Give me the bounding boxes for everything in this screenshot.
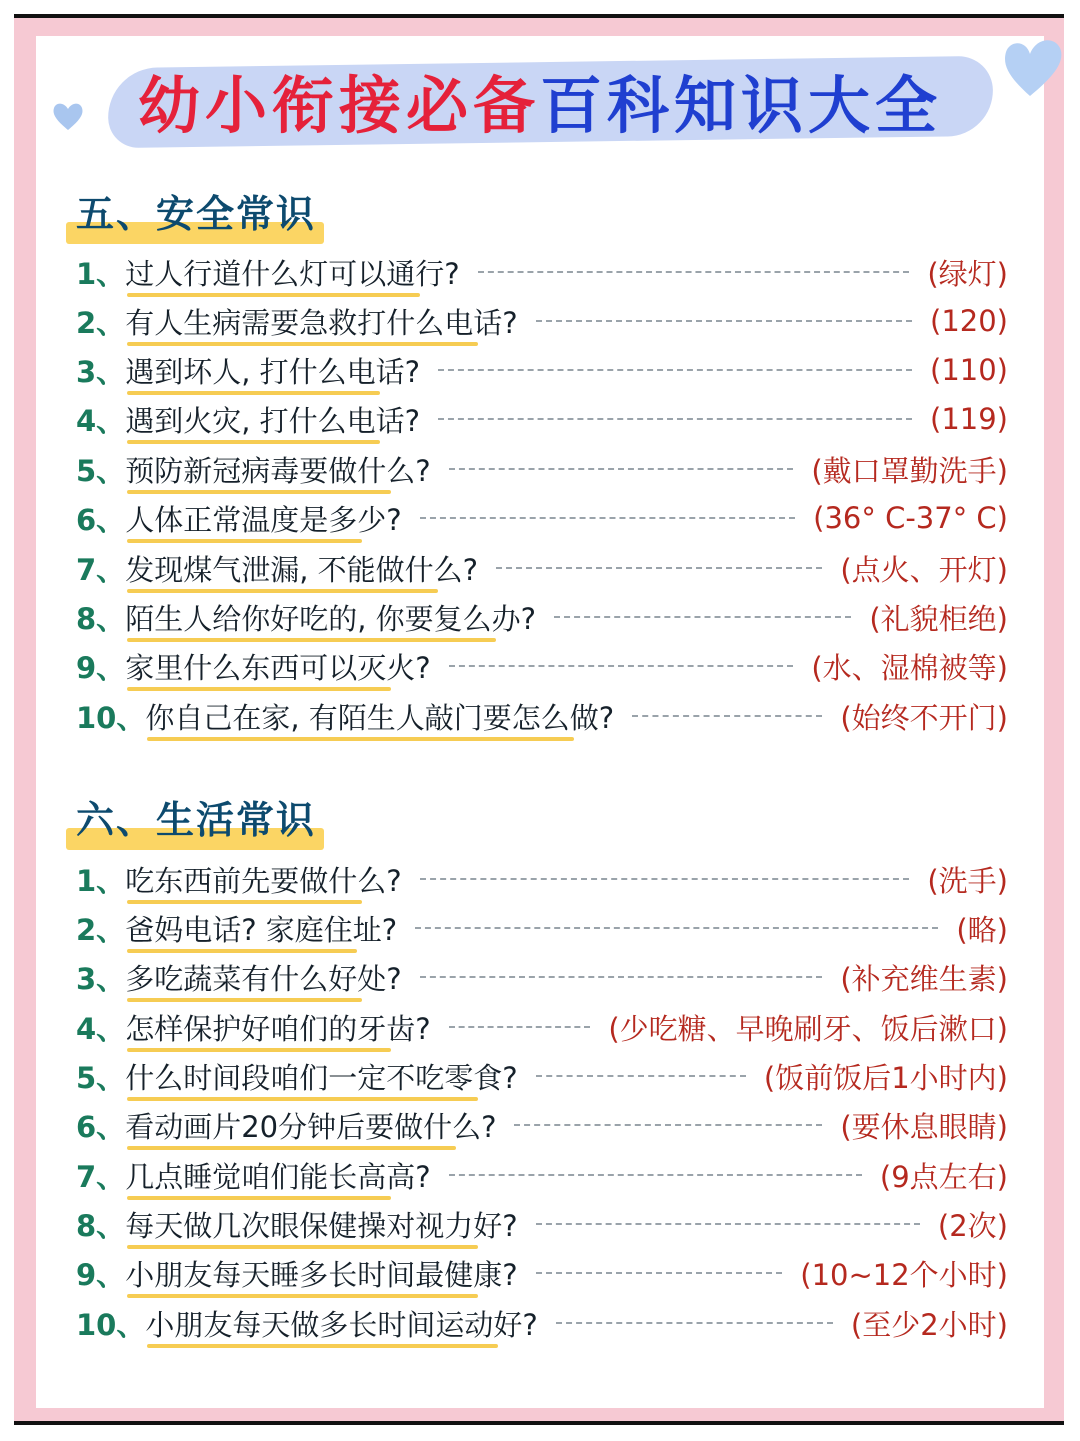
item-number: 9、 bbox=[76, 650, 126, 685]
leader-dots bbox=[536, 1075, 746, 1077]
item-question: 人体正常温度是多少? bbox=[125, 498, 401, 539]
item-number: 8、 bbox=[76, 1208, 126, 1243]
item-answer: (饭前饭后1小时内) bbox=[763, 1060, 1008, 1095]
list-item bbox=[76, 954, 1008, 1000]
item-number: 1、 bbox=[76, 256, 126, 291]
bottom-border-line bbox=[14, 1421, 1064, 1425]
item-number: 5、 bbox=[76, 453, 126, 488]
item-question: 有人生病需要急救打什么电话? bbox=[125, 301, 517, 342]
leader-dots bbox=[449, 468, 794, 470]
list-item bbox=[76, 396, 1008, 442]
item-number: 6、 bbox=[76, 502, 126, 537]
leader-dots bbox=[438, 369, 912, 371]
item-answer: (补充维生素) bbox=[840, 961, 1008, 996]
item-number: 7、 bbox=[76, 552, 126, 587]
list-item bbox=[76, 905, 1008, 951]
leader-dots bbox=[415, 927, 938, 929]
item-number: 2、 bbox=[76, 305, 126, 340]
leader-dots bbox=[449, 1174, 862, 1176]
section-title: 六、生活常识 bbox=[76, 798, 317, 842]
list-item bbox=[76, 1201, 1008, 1247]
item-question: 看动画片20分钟后要做什么? bbox=[125, 1105, 496, 1146]
list-item bbox=[76, 545, 1008, 591]
item-question: 你自己在家, 有陌生人敲门要怎么做? bbox=[145, 696, 614, 737]
item-answer: (绿灯) bbox=[927, 256, 1008, 291]
list-item bbox=[76, 446, 1008, 492]
item-question: 遇到坏人, 打什么电话? bbox=[125, 350, 420, 391]
item-answer: (少吃糖、早晚刷牙、饭后漱口) bbox=[608, 1011, 1008, 1046]
list-item bbox=[76, 643, 1008, 689]
list-item bbox=[76, 1300, 1008, 1346]
list-item bbox=[76, 1102, 1008, 1148]
list-item bbox=[76, 298, 1008, 344]
item-answer: (至少2小时) bbox=[850, 1307, 1008, 1342]
item-number: 7、 bbox=[76, 1159, 126, 1194]
item-question: 什么时间段咱们一定不吃零食? bbox=[125, 1056, 517, 1097]
leader-dots bbox=[496, 567, 822, 569]
item-answer: (10~12个小时) bbox=[800, 1257, 1008, 1292]
leader-dots bbox=[420, 517, 796, 519]
item-question: 遇到火灾, 打什么电话? bbox=[125, 399, 420, 440]
leader-dots bbox=[536, 320, 912, 322]
leader-dots bbox=[478, 271, 910, 273]
item-answer: (110) bbox=[930, 353, 1008, 387]
item-question: 小朋友每天做多长时间运动好? bbox=[145, 1303, 537, 1344]
page-title bbox=[0, 66, 1080, 146]
list-item bbox=[76, 347, 1008, 393]
item-answer: (礼貌柜绝) bbox=[869, 601, 1008, 636]
item-number: 6、 bbox=[76, 1109, 126, 1144]
leader-dots bbox=[536, 1272, 783, 1274]
item-question: 爸妈电话? 家庭住址? bbox=[125, 908, 397, 949]
item-answer: (戴口罩勤洗手) bbox=[811, 453, 1008, 488]
item-question: 家里什么东西可以灭火? bbox=[125, 646, 430, 687]
item-number: 4、 bbox=[76, 403, 126, 438]
item-question: 过人行道什么灯可以通行? bbox=[125, 252, 459, 293]
item-number: 1、 bbox=[76, 863, 126, 898]
leader-dots bbox=[632, 715, 822, 717]
item-question: 怎样保护好咱们的牙齿? bbox=[125, 1007, 430, 1048]
item-number: 10、 bbox=[76, 700, 146, 735]
item-answer: (点火、开灯) bbox=[840, 552, 1008, 587]
list-item bbox=[76, 693, 1008, 739]
item-answer: (2次) bbox=[937, 1208, 1008, 1243]
item-number: 2、 bbox=[76, 912, 126, 947]
item-question: 陌生人给你好吃的, 你要复么办? bbox=[125, 597, 536, 638]
list-item bbox=[76, 856, 1008, 902]
item-question: 小朋友每天睡多长时间最健康? bbox=[125, 1253, 517, 1294]
leader-dots bbox=[556, 1322, 833, 1324]
item-answer: (119) bbox=[930, 402, 1008, 436]
list-item bbox=[76, 1250, 1008, 1296]
list-item bbox=[76, 594, 1008, 640]
item-number: 3、 bbox=[76, 961, 126, 996]
leader-dots bbox=[514, 1124, 822, 1126]
leader-dots bbox=[449, 1026, 591, 1028]
leader-dots bbox=[420, 976, 823, 978]
item-question: 每天做几次眼保健操对视力好? bbox=[125, 1204, 517, 1245]
leader-dots bbox=[420, 878, 910, 880]
item-question: 几点睡觉咱们能长高高? bbox=[125, 1155, 430, 1196]
item-number: 5、 bbox=[76, 1060, 126, 1095]
title-part-red: 幼小衔接必备 bbox=[137, 69, 540, 142]
list-item bbox=[76, 495, 1008, 541]
item-answer: (洗手) bbox=[927, 863, 1008, 898]
item-answer: (略) bbox=[956, 912, 1008, 947]
item-number: 9、 bbox=[76, 1257, 126, 1292]
item-question: 吃东西前先要做什么? bbox=[125, 859, 401, 900]
item-answer: (9点左右) bbox=[879, 1159, 1008, 1194]
item-number: 4、 bbox=[76, 1011, 126, 1046]
list-item bbox=[76, 1004, 1008, 1050]
title-part-blue: 百科知识大全 bbox=[540, 69, 943, 142]
item-answer: (要休息眼睛) bbox=[840, 1109, 1008, 1144]
item-answer: (36° C-37° C) bbox=[813, 501, 1008, 535]
leader-dots bbox=[449, 665, 794, 667]
item-answer: (始终不开门) bbox=[840, 700, 1008, 735]
item-question: 发现煤气泄漏, 不能做什么? bbox=[125, 548, 478, 589]
item-question: 多吃蔬菜有什么好处? bbox=[125, 957, 401, 998]
leader-dots bbox=[438, 418, 912, 420]
list-item bbox=[76, 1152, 1008, 1198]
item-number: 3、 bbox=[76, 354, 126, 389]
item-number: 10、 bbox=[76, 1307, 146, 1342]
leader-dots bbox=[536, 1223, 920, 1225]
item-answer: (水、湿棉被等) bbox=[811, 650, 1008, 685]
leader-dots bbox=[554, 616, 851, 618]
list-item bbox=[76, 249, 1008, 295]
section-title: 五、安全常识 bbox=[76, 192, 317, 236]
item-number: 8、 bbox=[76, 601, 126, 636]
item-question: 预防新冠病毒要做什么? bbox=[125, 449, 430, 490]
item-answer: (120) bbox=[930, 304, 1008, 338]
list-item bbox=[76, 1053, 1008, 1099]
